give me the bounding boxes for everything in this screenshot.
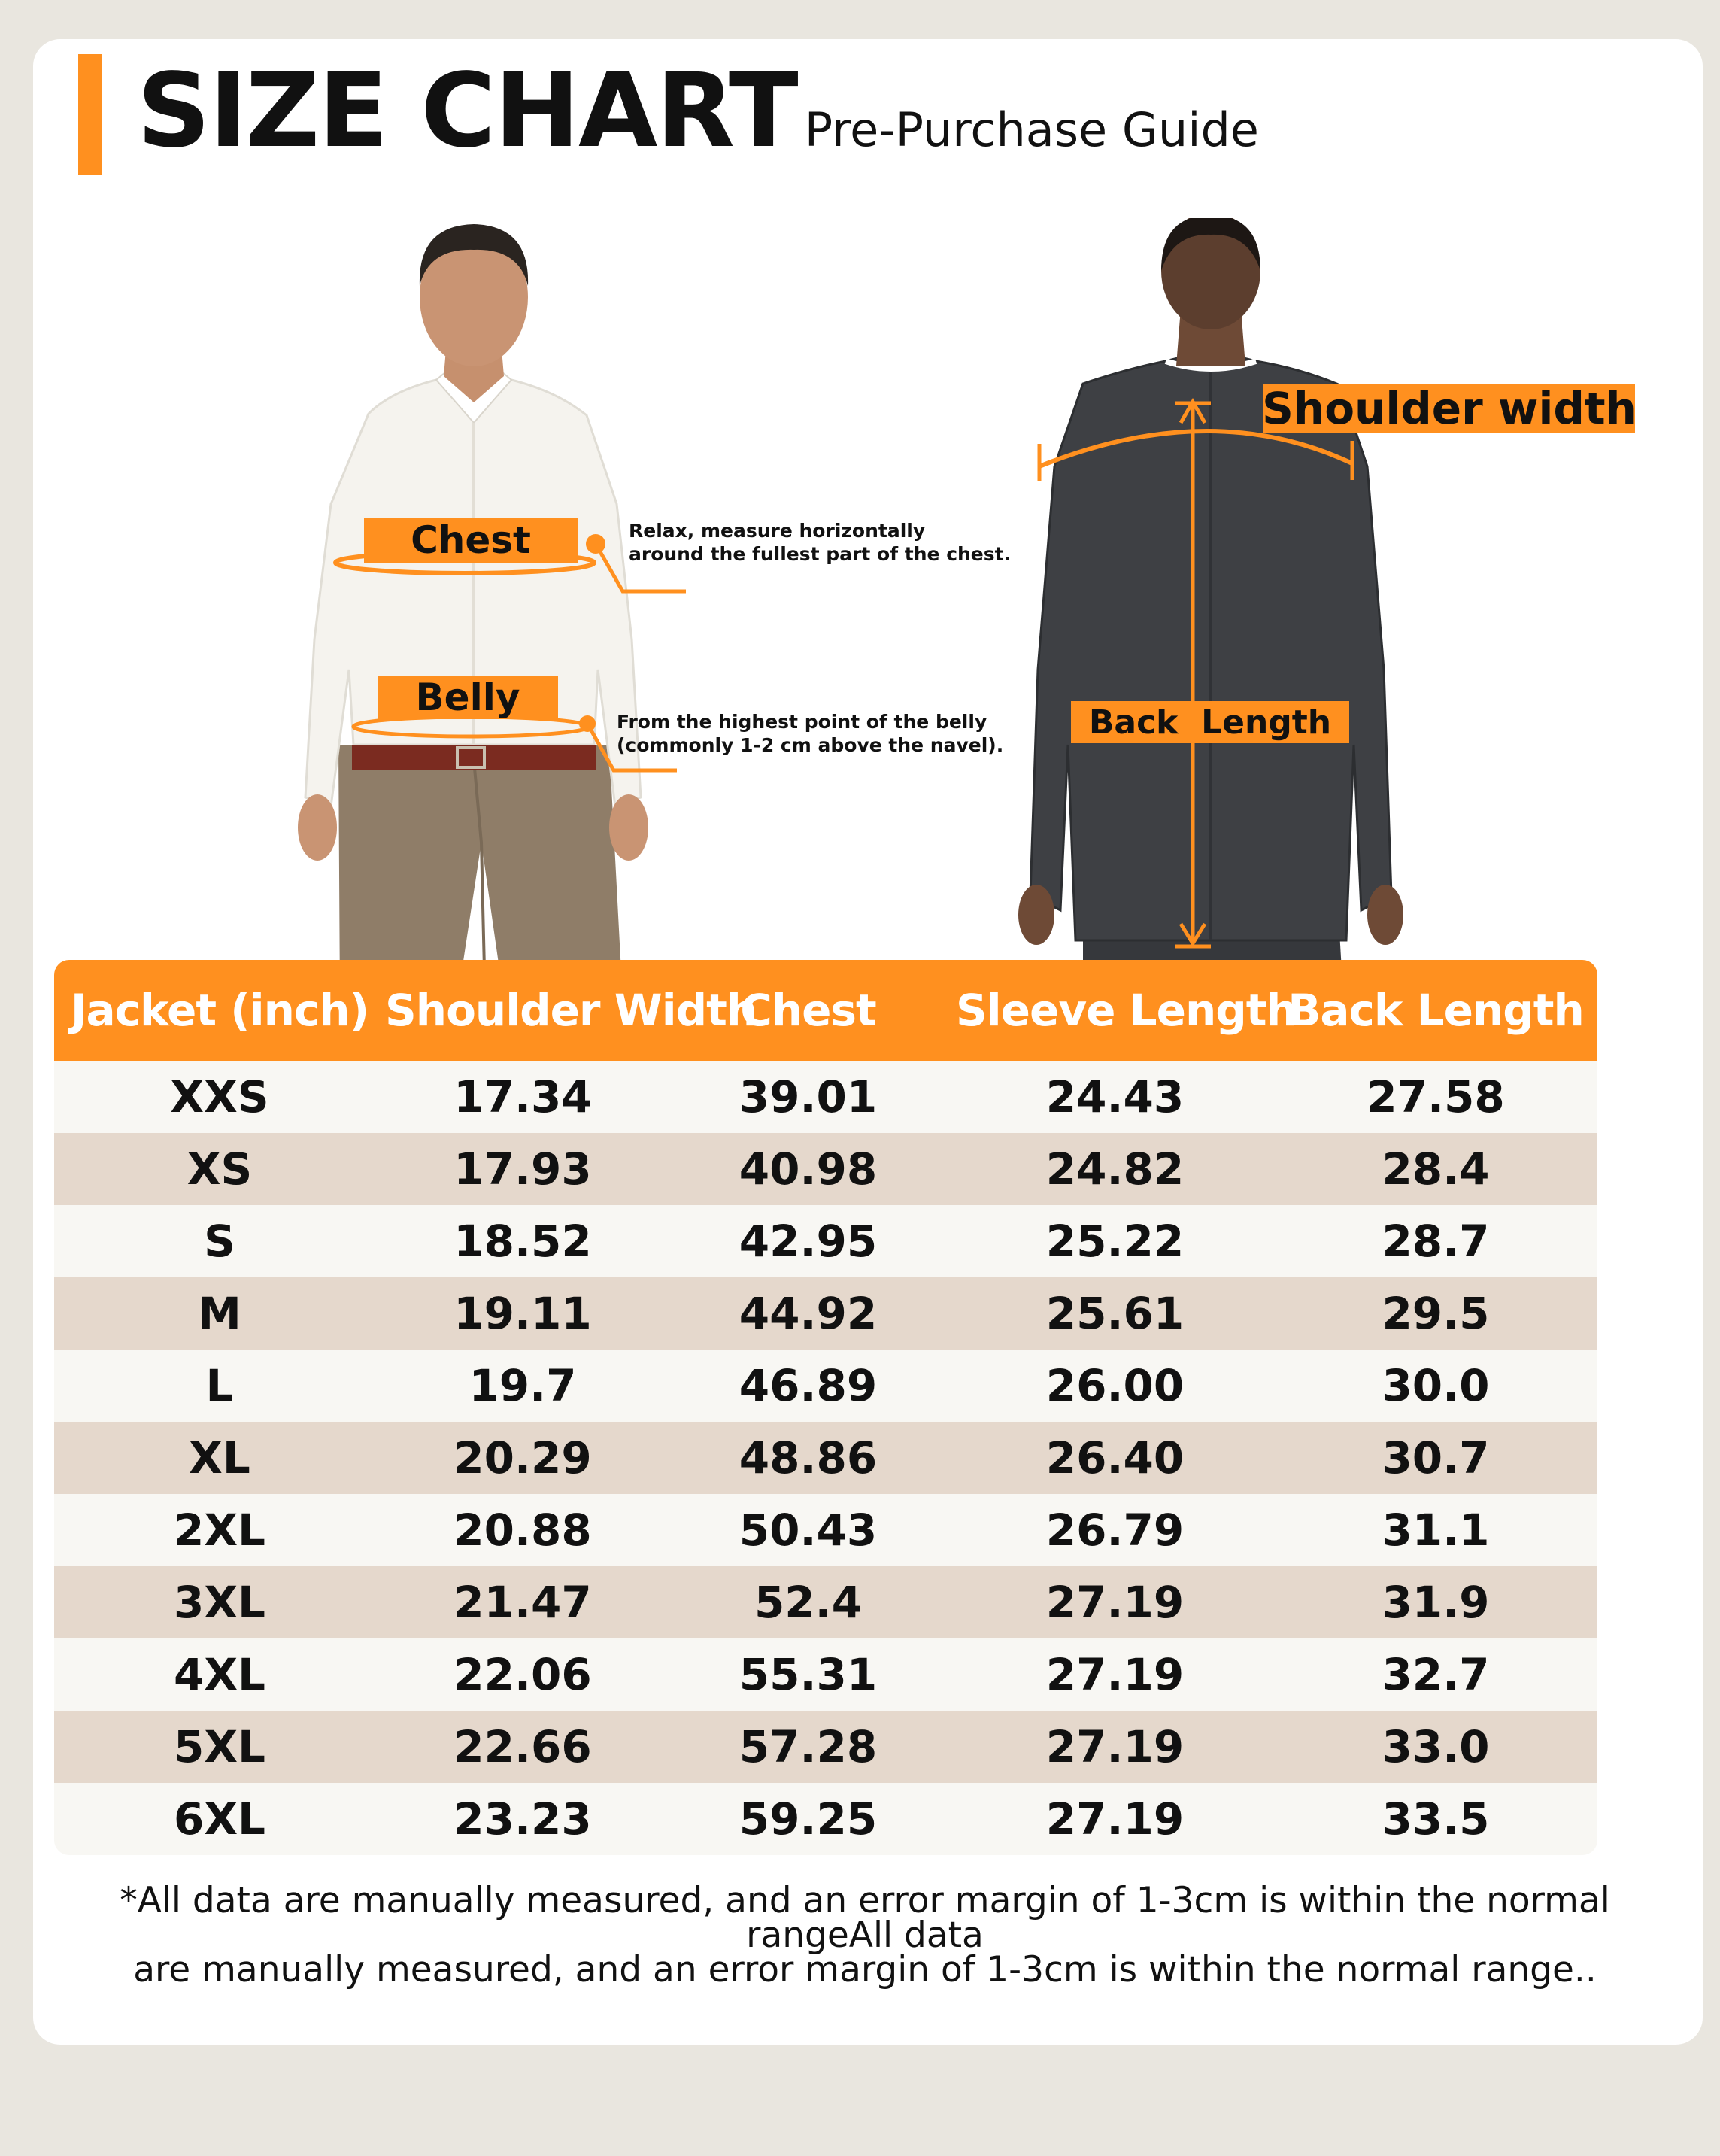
table-row <box>54 1061 1597 1133</box>
belly-label <box>378 676 558 719</box>
shoulder-width-cell: 21.47 <box>454 1577 592 1628</box>
belly-note-line2: (commonly 1-2 cm above the navel). <box>617 734 1004 756</box>
shoulder-width-cell: 22.66 <box>454 1721 592 1772</box>
sleeve-length-cell: 27.19 <box>1045 1649 1185 1700</box>
back-length-label-text: Back Length <box>1088 703 1332 742</box>
sleeve-length-cell: 27.19 <box>1045 1721 1185 1772</box>
table-row <box>54 1205 1597 1277</box>
header-chest: Chest <box>740 985 876 1036</box>
back-length-cell: 28.4 <box>1382 1143 1490 1195</box>
measurement-footnote <box>45 1880 1685 1991</box>
shoulder-width-cell: 23.23 <box>454 1793 592 1845</box>
chest-cell: 48.86 <box>739 1432 878 1483</box>
chest-cell: 46.89 <box>739 1360 878 1411</box>
chest-cell: 42.95 <box>739 1216 878 1267</box>
chest-label-text: Chest <box>411 518 531 562</box>
sleeve-length-cell: 25.61 <box>1045 1288 1185 1339</box>
size-cell: XL <box>189 1432 250 1483</box>
back-length-cell: 30.7 <box>1382 1432 1490 1483</box>
chest-cell: 57.28 <box>739 1721 878 1772</box>
size-cell: XXS <box>170 1071 269 1122</box>
back-length-cell: 32.7 <box>1382 1649 1490 1700</box>
back-length-cell: 27.58 <box>1367 1071 1505 1122</box>
back-length-cell: 31.9 <box>1382 1577 1490 1628</box>
size-cell: 2XL <box>173 1505 266 1556</box>
page-title <box>137 44 1259 179</box>
back-length-cell: 29.5 <box>1382 1288 1490 1339</box>
sleeve-length-cell: 26.00 <box>1045 1360 1185 1411</box>
subtitle-text: Pre-Purchase Guide <box>804 102 1259 157</box>
sleeve-length-cell: 26.79 <box>1045 1505 1185 1556</box>
table-row <box>54 1133 1597 1205</box>
title-text: SIZE CHART <box>137 52 797 171</box>
sleeve-length-cell: 24.43 <box>1045 1071 1185 1122</box>
chest-note <box>629 519 1011 566</box>
table-row <box>54 1566 1597 1638</box>
shoulder-width-cell: 22.06 <box>454 1649 592 1700</box>
chest-cell: 44.92 <box>739 1288 878 1339</box>
back-length-cell: 30.0 <box>1382 1360 1490 1411</box>
shoulder-width-cell: 17.34 <box>454 1071 592 1122</box>
chest-cell: 39.01 <box>739 1071 878 1122</box>
size-cell: 6XL <box>173 1793 266 1845</box>
size-cell: L <box>205 1360 234 1411</box>
shoulder-width-label <box>1263 384 1635 433</box>
shoulder-width-cell: 19.7 <box>469 1360 577 1411</box>
size-table <box>54 960 1597 1855</box>
shoulder-width-cell: 20.88 <box>454 1505 592 1556</box>
table-header-row <box>54 960 1597 1061</box>
shoulder-width-cell: 17.93 <box>454 1143 592 1195</box>
size-cell: 5XL <box>173 1721 266 1772</box>
belly-note <box>617 710 1003 757</box>
size-cell: M <box>198 1288 241 1339</box>
size-cell: 3XL <box>173 1577 266 1628</box>
footnote-line2: are manually measured, and an error margin of 1-3cm is within the normal range.. <box>133 1949 1597 1991</box>
sleeve-length-cell: 24.82 <box>1045 1143 1185 1195</box>
back-view-model-illustration <box>1000 218 1421 998</box>
header-back-length: Back Length <box>1288 985 1584 1036</box>
table-row <box>54 1277 1597 1350</box>
table-row <box>54 1638 1597 1711</box>
shoulder-width-cell: 18.52 <box>454 1216 592 1267</box>
sleeve-length-cell: 25.22 <box>1045 1216 1185 1267</box>
size-cell: XS <box>187 1143 253 1195</box>
chest-cell: 59.25 <box>739 1793 878 1845</box>
sleeve-length-cell: 27.19 <box>1045 1577 1185 1628</box>
table-row <box>54 1783 1597 1855</box>
table-row <box>54 1350 1597 1422</box>
chest-cell: 50.43 <box>739 1505 878 1556</box>
size-cell: 4XL <box>173 1649 266 1700</box>
header-sleeve-length: Sleeve Length <box>956 985 1297 1036</box>
title-accent-bar <box>78 54 102 175</box>
back-length-cell: 31.1 <box>1382 1505 1490 1556</box>
sleeve-length-cell: 27.19 <box>1045 1793 1185 1845</box>
belly-label-text: Belly <box>415 676 520 719</box>
table-row <box>54 1711 1597 1783</box>
sleeve-length-cell: 26.40 <box>1045 1432 1185 1483</box>
shoulder-width-label-text: Shoulder width <box>1262 383 1637 434</box>
size-cell: S <box>204 1216 235 1267</box>
chest-cell: 52.4 <box>754 1577 863 1628</box>
chest-note-line2: around the fullest part of the chest. <box>629 543 1012 565</box>
shoulder-width-cell: 20.29 <box>454 1432 592 1483</box>
chest-note-line1: Relax, measure horizontally <box>629 520 926 542</box>
footnote-line1: *All data are manually measured, and an error margin of 1-3cm is within the normal rangeAll data <box>120 1880 1610 1956</box>
chest-cell: 40.98 <box>739 1143 878 1195</box>
back-length-label <box>1071 701 1349 743</box>
chest-label <box>364 518 578 563</box>
table-row <box>54 1422 1597 1494</box>
belly-note-line1: From the highest point of the belly <box>617 711 987 733</box>
table-row <box>54 1494 1597 1566</box>
back-length-cell: 33.0 <box>1382 1721 1490 1772</box>
header-jacket: Jacket (inch) <box>70 985 369 1036</box>
shoulder-width-cell: 19.11 <box>454 1288 592 1339</box>
chest-cell: 55.31 <box>739 1649 878 1700</box>
back-length-cell: 33.5 <box>1382 1793 1490 1845</box>
header-shoulder-width: Shoulder Width <box>385 985 757 1036</box>
back-length-cell: 28.7 <box>1382 1216 1490 1267</box>
front-view-model-illustration <box>256 218 692 1001</box>
